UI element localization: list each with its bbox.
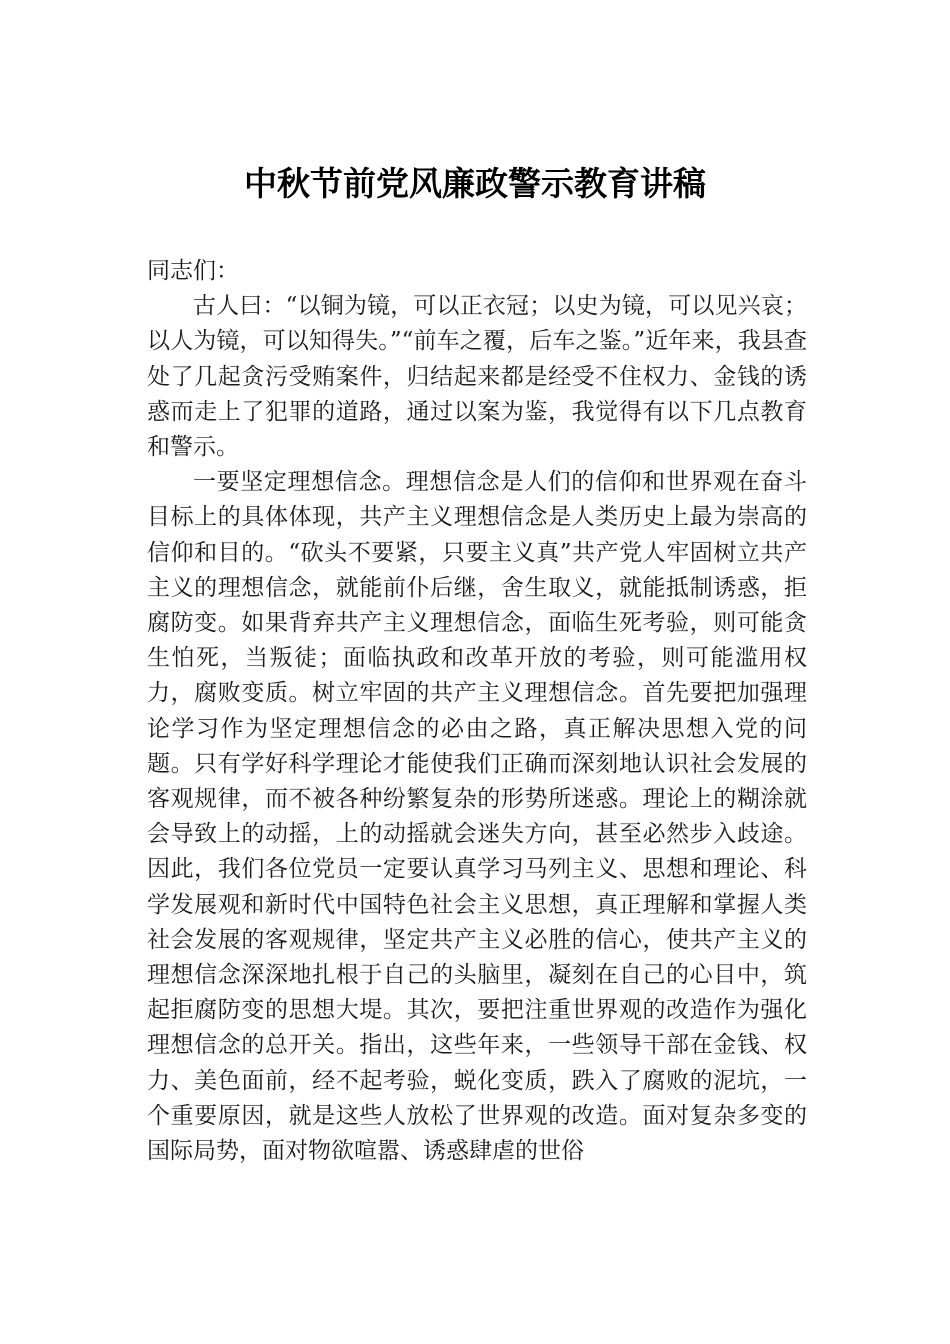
document-title: 中秋节前党风廉政警示教育讲稿 <box>244 164 706 203</box>
document-body <box>147 254 807 1169</box>
salutation: 同志们： <box>147 258 239 284</box>
paragraph-intro: 古人曰：“以铜为镜，可以正衣冠；以史为镜，可以见兴哀；以人为镜，可以知得失。”“前车之覆，后车之鉴。”近年来，我县查处了几起贪污受贿案件，归结起来都是经受不住权力、金钱的诱惑而走上了犯罪的道路，通过以案为鉴，我觉得有以下几点教育和警示。 <box>147 293 807 461</box>
paragraph-ideals: 一要坚定理想信念。理想信念是人们的信仰和世界观在奋斗目标上的具体体现，共产主义理想信念是人类历史上最为崇高的信仰和目的。“砍头不要紧，只要主义真”共产党人牢固树立共产主义的理想信念，就能前仆后继，舍生取义，就能抵制诱惑，拒腐防变。如果背弃共产主义理想信念，面临生死考验，则可能贪生怕死，当叛徒；面临执政和改革开放的考验，则可能滥用权力，腐败变质。树立牢固的共产主义理想信念。首先要把加强理论学习作为坚定理想信念的必由之路，真正解决思想入党的问题。只有学好科学理论才能使我们正确而深刻地认识社会发展的客观规律，而不被各种纷繁复杂的形势所迷惑。理论上的糊涂就会导致上的动摇，上的动摇就会迷失方向，甚至必然步入歧途。因此，我们各位党员一定要认真学习马列主义、思想和理论、科学发展观和新时代中国特色社会主义思想，真正理解和掌握人类社会发展的客观规律，坚定共产主义必胜的信心，使共产主义的理想信念深深地扎根于自己的头脑里，凝刻在自己的心目中，筑起拒腐防变的思想大堤。其次，要把注重世界观的改造作为强化理想信念的总开关。指出，这些年来，一些领导干部在金钱、权力、美色面前，经不起考验，蜕化变质，跌入了腐败的泥坑，一个重要原因，就是这些人放松了世界观的改造。面对复杂多变的国际局势，面对物欲喧嚣、诱惑肆虐的世俗 <box>147 469 807 1165</box>
